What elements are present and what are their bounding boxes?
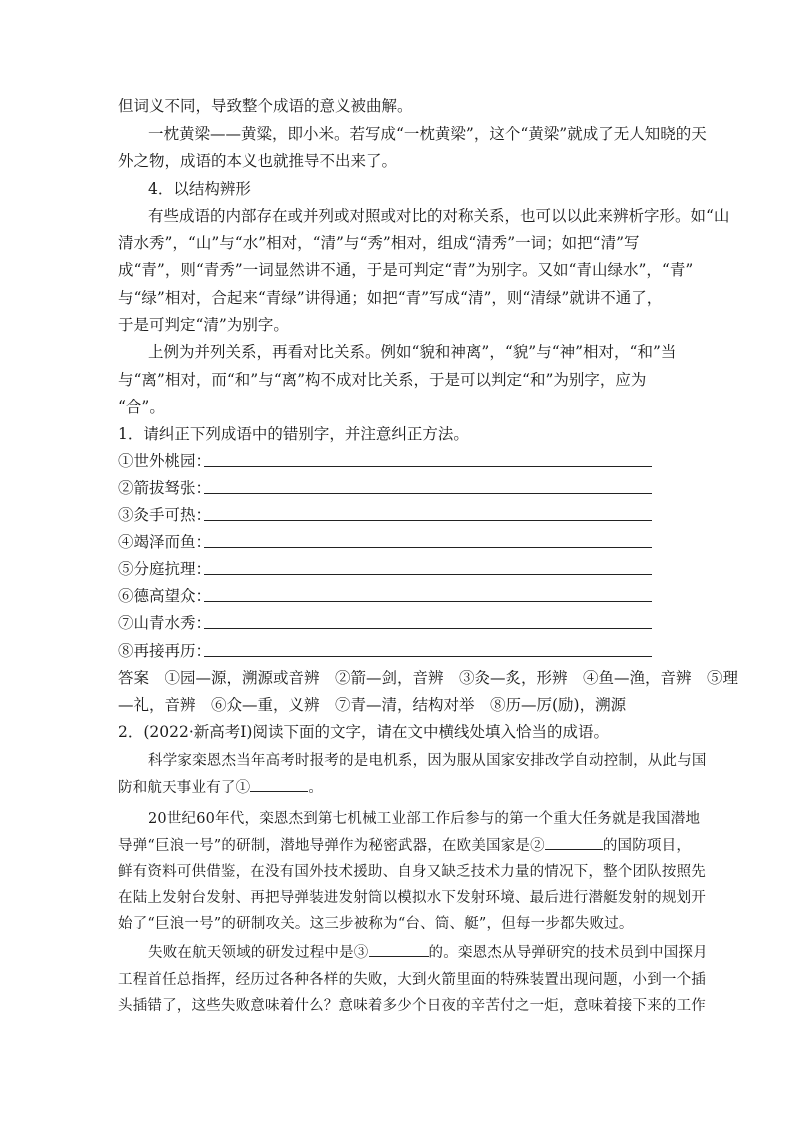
- paragraph-line: 于是可判定“清”为别字。: [118, 316, 289, 334]
- paragraph-line: “合”。: [118, 398, 165, 416]
- passage-line: [118, 779, 323, 797]
- answer-blank[interactable]: [204, 493, 652, 494]
- paragraph-line: 有些成语的内部存在或并列或对照或对比的对称关系，也可以以此来辨析字形。如“山: [148, 207, 730, 225]
- answer-blank[interactable]: [204, 628, 652, 629]
- idiom-item: ⑦山青水秀：: [118, 614, 212, 632]
- passage-text: 失败在航天领域的研发过程中是③: [148, 945, 369, 961]
- answer-blank[interactable]: [204, 574, 652, 575]
- passage-text: 的。栾恩杰从导弹研究的技术员到中国探月: [428, 945, 708, 961]
- passage-line: 工程首任总指挥，经历过各种各样的失败，大到火箭里面的特殊装置出现问题，小到一个插: [118, 972, 706, 988]
- paragraph-line: 清水秀”，“山”与“水”相对，“清”与“秀”相对，组成“清秀”一词；如把“清”写: [118, 234, 640, 252]
- idiom-item: ③灸手可热：: [118, 506, 212, 524]
- passage-line: 头插错了，这些失败意味着什么？意味着多少个日夜的辛苦付之一炬，意味着接下来的工作: [118, 998, 706, 1014]
- passage-line: 始了“巨浪一号”的研制攻关。这三步被称为“台、筒、艇”，但每一步都失败过。: [118, 916, 634, 932]
- passage-line: 在陆上发射台发射、再把导弹装进发射筒以模拟水下发射环境、最后进行潜艇发射的规划开: [118, 890, 706, 906]
- paragraph-line: 上例为并列关系，再看对比关系。例如“貌和神离”，“貌”与“神”相对，“和”当: [148, 343, 677, 361]
- answer-blank[interactable]: [204, 520, 652, 521]
- passage-line: 科学家栾恩杰当年高考时报考的是电机系，因为服从国家安排改学自动控制，从此与国: [148, 753, 707, 769]
- idiom-item: ④竭泽而鱼：: [118, 533, 212, 551]
- answer-blank[interactable]: [204, 601, 652, 602]
- paragraph-line: 但词义不同，导致整个成语的意义被曲解。: [118, 97, 413, 115]
- passage-text: 导弹“巨浪一号”的研制，潜地导弹作为秘密武器，在欧美国家是②: [118, 838, 545, 854]
- answer-blank[interactable]: [204, 547, 652, 548]
- paragraph-line: 外之物，成语的本义也就推导不出来了。: [118, 152, 398, 170]
- paragraph-line: 与“绿”相对，合起来“青绿”讲得通；如把“青”写成“清”，则“清绿”就讲不通了，: [118, 289, 663, 307]
- passage-text: 的国防项目，: [602, 838, 692, 854]
- passage-line: 20世纪60年代，栾恩杰到第七机械工业部工作后参与的第一个重大任务就是我国潜地: [148, 811, 701, 827]
- fill-blank-2[interactable]: [545, 837, 603, 850]
- idiom-item: ⑧再接再历：: [118, 642, 212, 660]
- idiom-item: ⑤分庭抗理：: [118, 560, 212, 578]
- fill-blank-1[interactable]: [250, 779, 308, 792]
- answer-blank[interactable]: [204, 656, 652, 657]
- passage-text: 防和航天事业有了①: [118, 780, 251, 796]
- passage-line: [118, 837, 691, 855]
- paragraph-line: 成“青”，则“青秀”一词显然讲不通，于是可判定“青”为别字。又如“青山绿水”，“青”: [118, 261, 694, 279]
- answer-line: —礼，音辨 ⑥众—重，义辨 ⑦青—清，结构对举 ⑧历—厉(励)，溯源: [118, 696, 627, 714]
- idiom-item: ②箭拔驽张：: [118, 479, 212, 497]
- idiom-item: ⑥德高望众：: [118, 587, 212, 605]
- idiom-item: ①世外桃园：: [118, 452, 212, 470]
- question-2-prompt: 2．(2022·新高考Ⅰ)阅读下面的文字，请在文中横线处填入恰当的成语。: [118, 723, 609, 741]
- paragraph-line: 一枕黄梁——黄粱，即小米。若写成“一枕黄梁”，这个“黄梁”就成了无人知晓的天: [148, 125, 707, 143]
- answer-line: 答案 ①园—源，溯源或音辨 ②箭—剑，音辨 ③灸—炙，形辨 ④鱼—渔，音辨 ⑤理: [118, 669, 739, 687]
- answer-blank[interactable]: [204, 466, 652, 467]
- fill-blank-3[interactable]: [369, 944, 429, 957]
- paragraph-line: 与“离”相对，而“和”与“离”构不成对比关系，于是可以判定“和”为别字，应为: [118, 371, 647, 389]
- passage-line: [148, 944, 708, 962]
- passage-text: 。: [308, 780, 324, 796]
- section-heading: 4．以结构辨形: [148, 180, 251, 198]
- question-1-prompt: 1．请纠正下列成语中的错别字，并注意纠正方法。: [118, 425, 469, 443]
- passage-line: 鲜有资料可供借鉴，在没有国外技术援助、自身又缺乏技术力量的情况下，整个团队按照先: [118, 864, 706, 880]
